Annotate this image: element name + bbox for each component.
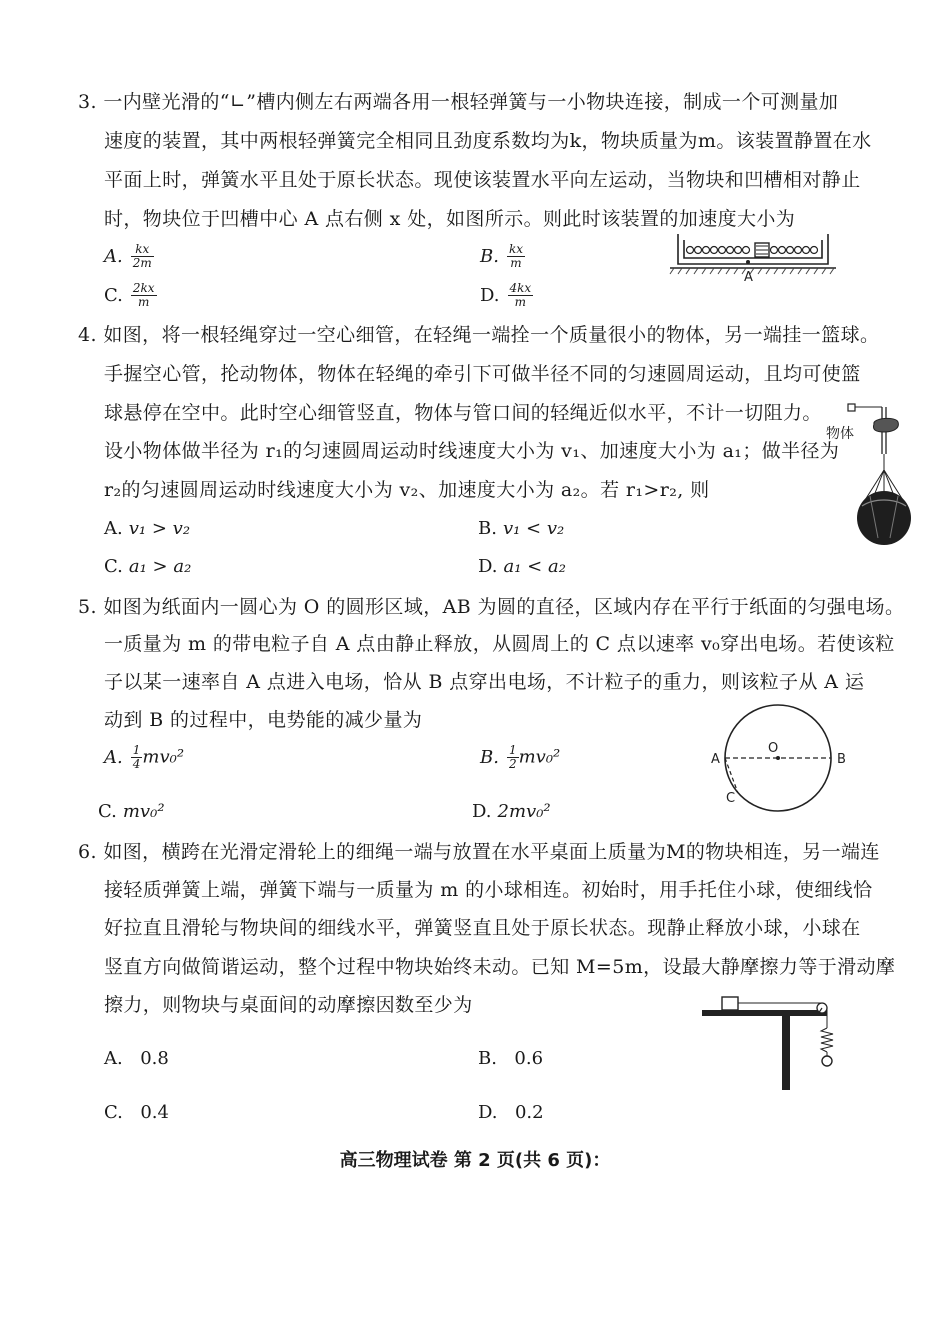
q4-line-5: r₂的匀速圆周运动时线速度大小为 v₂、加速度大小为 a₂。若 r₁>r₂, 则 <box>104 479 710 501</box>
option-label: A. <box>104 1048 123 1069</box>
q5-line-2: 一质量为 m 的带电粒子自 A 点由静止释放，从圆周上的 C 点以速率 v₀穿出电场。若使该粒 <box>104 633 895 655</box>
option-label: C. <box>104 1102 123 1123</box>
q4-option-b <box>478 517 564 541</box>
fraction-numerator: 4kx <box>509 281 532 295</box>
option-label: D. <box>480 284 500 306</box>
fraction-numerator: kx <box>508 242 523 256</box>
q4-line-1: 4. 如图，将一根轻绳穿过一空心细管，在轻绳一端拴一个质量很小的物体，另一端挂一篮球。 <box>78 324 880 346</box>
option-label: C. <box>98 801 117 822</box>
q4-line-4: 设小物体做半径为 r₁的匀速圆周运动时线速度大小为 v₁、加速度大小为 a₁；做半径为 <box>104 440 840 462</box>
option-text: a₁ > a₂ <box>128 556 192 577</box>
fraction-denominator: m <box>510 256 522 270</box>
point-a-label: A <box>711 752 720 767</box>
center-o-label: O <box>768 741 779 756</box>
option-text: 0.2 <box>514 1102 544 1123</box>
q6-pulley-figure <box>700 992 850 1092</box>
q5-option-c <box>98 800 165 824</box>
q6-line-2: 接轻质弹簧上端，弹簧下端与一质量为 m 的小球相连。初始时，用手托住小球，使细线恰 <box>104 879 873 901</box>
page-footer: 高三物理试卷 第 2 页(共 6 页)： <box>339 1150 611 1171</box>
q3-option-d <box>480 282 533 309</box>
q5-option-a <box>104 744 184 771</box>
q4-option-c <box>104 555 191 579</box>
option-label: A. <box>104 245 123 267</box>
table-leg <box>782 1016 790 1090</box>
fraction-numerator: kx <box>131 243 154 257</box>
option-text: a₁ < a₂ <box>503 556 566 577</box>
option-label: B. <box>480 245 499 267</box>
q3-line-4: 时，物块位于凹槽中心 A 点右侧 x 处，如图所示。则此时该装置的加速度大小为 <box>104 208 796 230</box>
option-label: D. <box>478 556 498 577</box>
fraction-numerator: 1 <box>508 743 517 757</box>
option-text: 0.6 <box>514 1048 544 1069</box>
q5-line-1: 5. 如图为纸面内一圆心为 O 的圆形区域，AB 为圆的直径，区域内存在平行于纸面的匀强电场。 <box>78 596 905 618</box>
small-object <box>848 404 855 411</box>
q6-option-d <box>478 1101 544 1125</box>
q6-option-c <box>104 1101 169 1125</box>
q6-line-5: 擦力，则物块与桌面间的动摩擦因数至少为 <box>104 994 473 1016</box>
table-top <box>702 1010 827 1016</box>
q3-line-2: 速度的装置，其中两根轻弹簧完全相同且劲度系数均为k，物块质量为m。该装置静置在水 <box>104 130 872 152</box>
fraction-denominator: 2 <box>508 757 517 771</box>
fraction-denominator: 4 <box>132 757 141 771</box>
option-label: D. <box>472 801 492 822</box>
q6-option-b <box>478 1047 543 1071</box>
option-text: v₁ < v₂ <box>502 518 565 539</box>
q4-line-2: 手握空心管，抡动物体，物体在轻绳的牵引下可做半径不同的匀速圆周运动，且均可使篮 <box>104 363 861 385</box>
option-label: C. <box>104 556 123 577</box>
option-label: C. <box>104 284 123 306</box>
option-label: A. <box>104 518 123 539</box>
option-text: 2mv₀² <box>497 801 551 822</box>
option-text: v₁ > v₂ <box>128 518 191 539</box>
fraction-denominator: 2m <box>132 256 152 270</box>
segment-ac <box>725 758 738 793</box>
q4-option-d <box>478 555 566 579</box>
option-text: 0.4 <box>140 1102 169 1123</box>
q4-line-3: 球悬停在空中。此时空心细管竖直，物体与管口间的轻绳近似水平，不计一切阻力。 <box>104 402 822 424</box>
q4-option-a <box>104 517 190 541</box>
object-label: 物体 <box>826 426 854 442</box>
fraction-denominator: m <box>514 295 527 309</box>
option-label: A. <box>104 746 123 768</box>
fraction-denominator: m <box>138 295 150 309</box>
q5-option-b <box>480 744 560 771</box>
option-text: mv₀² <box>142 746 185 768</box>
q6-line-4: 竖直方向做简谐运动，整个过程中物块始终未动。已知 M=5m，设最大静摩擦力等于滑动摩 <box>104 956 896 978</box>
option-label: B. <box>478 1048 497 1069</box>
option-label: D. <box>478 1102 498 1123</box>
ball-m <box>822 1056 832 1066</box>
q3-line-1: 3. 一内壁光滑的“∟”槽内侧左右两端各用一根轻弹簧与一小物块连接，制成一个可测量加 <box>78 91 839 113</box>
q6-line-3: 好拉直且滑轮与物块间的细线水平，弹簧竖直且处于原长状态。现静止释放小球，小球在 <box>104 917 861 939</box>
option-text: mv₀² <box>518 746 561 768</box>
q3-spring-groove-figure <box>668 226 838 284</box>
q6-option-a <box>104 1047 169 1071</box>
point-c-label: C <box>726 791 736 806</box>
fraction-numerator: 2kx <box>132 281 155 295</box>
option-text: mv₀² <box>122 801 165 822</box>
q3-option-c <box>104 282 157 309</box>
q5-line-4: 动到 B 的过程中，电势能的减少量为 <box>104 709 423 731</box>
point-b-label: B <box>837 752 846 767</box>
q4-basketball-figure <box>822 398 922 548</box>
option-text: 0.8 <box>140 1048 169 1069</box>
q5-circle-figure <box>706 700 856 820</box>
spring <box>821 1028 833 1052</box>
q3-line-3: 平面上时，弹簧水平且处于原长状态。现使该装置水平向左运动，当物块和凹槽相对静止 <box>104 169 861 191</box>
q3-option-a <box>104 243 154 270</box>
basketball <box>857 491 911 545</box>
q6-line-1: 6. 如图，横跨在光滑定滑轮上的细绳一端与放置在水平桌面上质量为M的物块相连，另一端连 <box>78 841 880 863</box>
block-m <box>722 997 738 1010</box>
q5-line-3: 子以某一速率自 A 点进入电场，恰从 B 点穿出电场，不计粒子的重力，则该粒子从 A 运 <box>104 671 865 693</box>
point-a-label: A <box>744 270 753 285</box>
option-label: B. <box>480 746 499 768</box>
q3-option-b <box>480 243 525 270</box>
fraction-numerator: 1 <box>132 743 141 757</box>
q5-option-d <box>472 800 551 824</box>
option-label: B. <box>478 518 497 539</box>
